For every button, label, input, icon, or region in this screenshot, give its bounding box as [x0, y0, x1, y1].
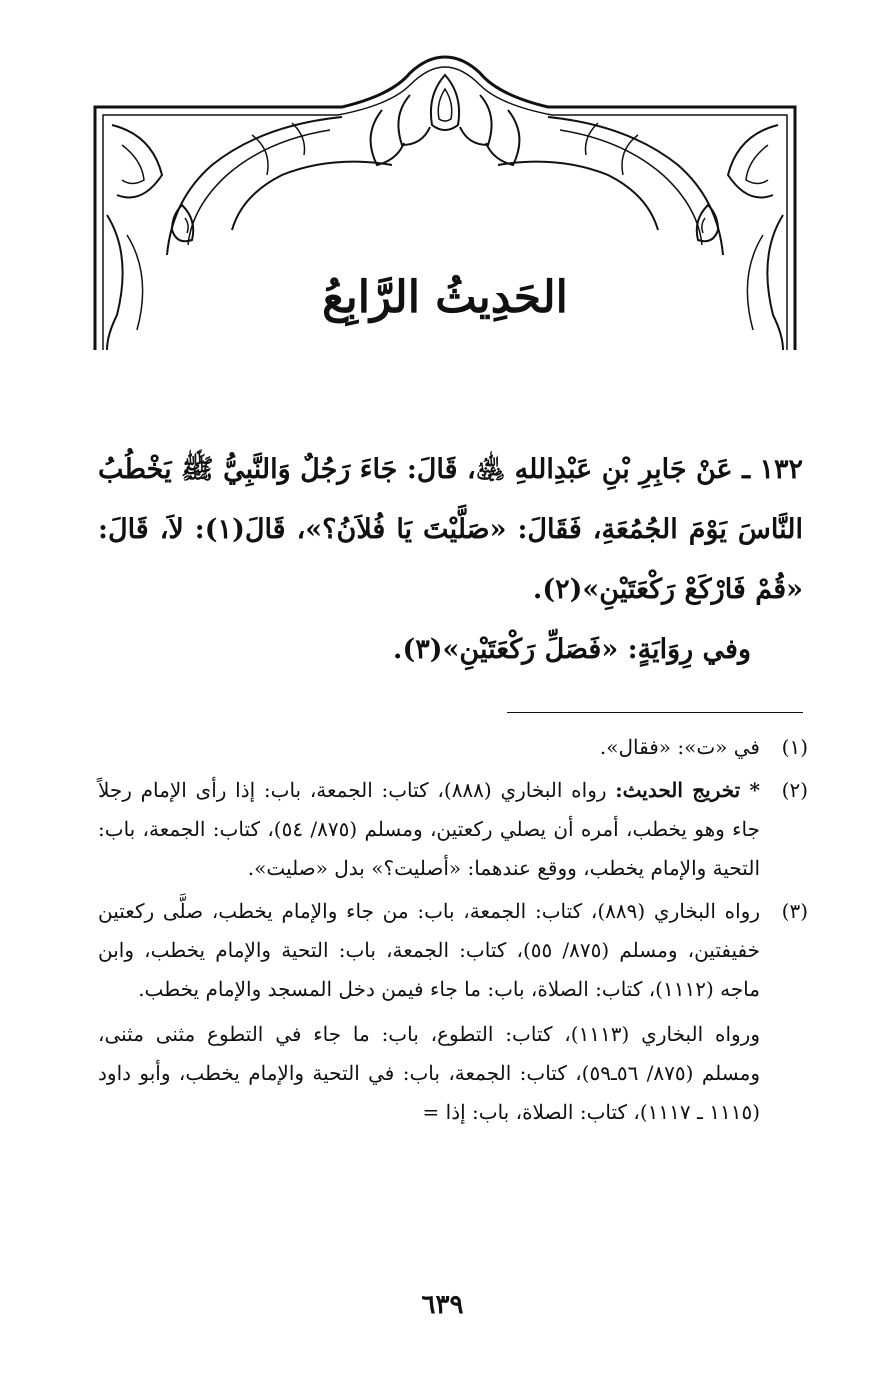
footnote-text: رواه البخاري (٨٨٩)، كتاب: الجمعة، باب: من جاء والإمام يخطب، صلَّى ركعتين خفيفتين، ومسلم (٨٧٥/ ٥٥)، كتاب: الجمعة، باب: التحية والإمام يخطب، وابن ماجه (١١١٢)، كتاب: الصلاة، باب: ما جاء فيمن دخل المسجد والإمام يخطب.: [98, 899, 760, 1001]
chapter-title: الحَدِيثُ الرَّابِعُ: [322, 272, 568, 323]
footnote-text-continued: ورواه البخاري (١١١٣)، كتاب: التطوع، باب: ما جاء في التطوع مثنى مثنى، ومسلم (٨٧٥/ ٥٦ـ٥٩)، كتاب: الجمعة، باب: في التحية والإمام يخطب، وأبو داود (١١١٥ ـ ١١١٧)، كتاب: الصلاة، باب: إذا =: [98, 1022, 760, 1124]
hadith-text: ١٣٢ ـ عَنْ جَابِرِ بْنِ عَبْدِاللهِ ﵁، قَالَ: جَاءَ رَجُلٌ وَالنَّبِيُّ ﷺ يَخْطُبُ النَّاسَ يَوْمَ الجُمُعَةِ، فَقَالَ: «صَلَّيْتَ يَا فُلاَنُ؟»، قَالَ(١): لاَ، قَالَ: «قُمْ فَارْكَعْ رَكْعَتَيْنِ»(٢).: [98, 454, 803, 605]
footnotes: [98, 728, 808, 1132]
footnote-number: (١): [781, 735, 808, 759]
footnote-number: (٣): [781, 899, 808, 923]
footnote-3: [98, 892, 808, 1132]
footnote-label: * تخريج الحديث:: [615, 778, 761, 802]
footnote-divider: [507, 712, 803, 713]
footnote-text: في «ت»: «فقال».: [599, 735, 760, 759]
footnote-1: [98, 728, 808, 767]
footnote-number: (٢): [781, 778, 808, 802]
hadith-variant: وفي رِوَايَةٍ: «فَصَلِّ رَكْعَتَيْنِ»(٣).: [393, 634, 751, 665]
footnote-2: [98, 771, 808, 888]
footnote-text: رواه البخاري (٨٨٨)، كتاب: الجمعة، باب: إذا رأى الإمام رجلاً جاء وهو يخطب، أمره أن يصلي ركعتين، ومسلم (٨٧٥/ ٥٤)، كتاب: الجمعة، باب: التحية والإمام يخطب، ووقع عندهما: «أصليت؟» بدل «صليت».: [98, 778, 760, 880]
page-number: ٦٣٩: [421, 1290, 464, 1320]
hadith-text-block: [98, 440, 803, 680]
